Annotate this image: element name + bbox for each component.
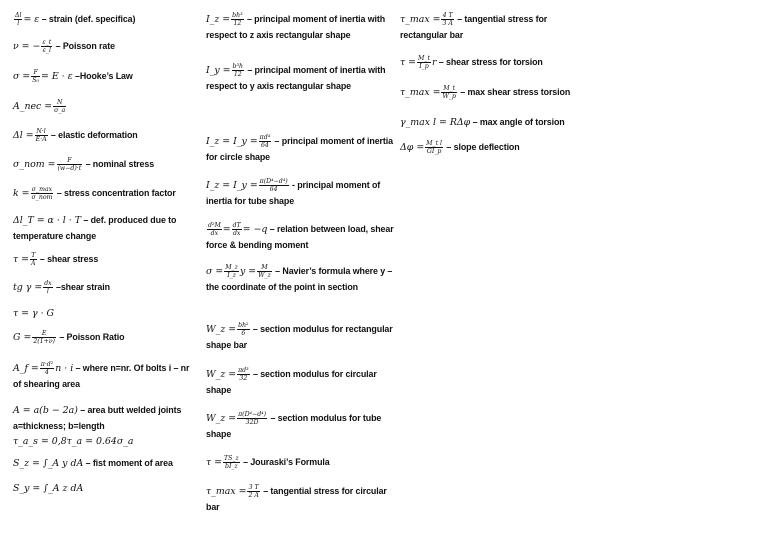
load-shear-moment-relation: $\frac{\text{d²M}}{dx}$ = $\frac{dT}{dx}$ = −q – relation between load, shear force & bending moment (206, 222, 394, 250)
fraction: $\frac{\text{π(D⁴−d⁴)}}{64}$ (259, 178, 288, 193)
fraction: $\frac{\text{b³h}}{12}$ (232, 63, 243, 78)
fraction: $\frac{M\_t}{W\_p}$ (442, 85, 456, 100)
elastic-deformation-formula: Δl = $\frac{N\cdot l}{E\cdot A}$ – elastic deformation (13, 128, 138, 143)
slope-deflection: Δφ = $\frac{\text{M\_t l}}{GI\_p}$ – slope deflection (400, 140, 520, 155)
fraction: $\frac{dT}{dx}$ (232, 222, 241, 237)
hookes-law-formula: σ = $\frac{F}{\text{S₀}}$ = E · ε –Hooke’s Law (13, 69, 133, 84)
naviers-formula: σ = $\frac{M\_z}{I\_z}$ y = $\frac{M}{W\_z}$ – Navier’s formula where y – the coordinate of the point in section (206, 264, 393, 292)
fraction: $\frac{\text{bh²}}{6}$ (238, 322, 249, 337)
nominal-stress-formula: σ_nom = $\frac{F}{(w-d)\cdot t}$ – nominal stress (13, 157, 155, 172)
fraction: $\frac{\varepsilon\_t}{\varepsilon\_l}$ (42, 39, 52, 54)
fraction: $\frac{3 T}{2 A}$ (248, 484, 259, 499)
shear-stress-formula: τ = $\frac{T}{A}$ – shear stress (13, 252, 99, 267)
fraction: $\frac{\text{d²M}}{dx}$ (208, 222, 221, 237)
moment-inertia-z-rect: I_z = $\frac{\text{bh³}}{12}$ – principal moment of inertia with respect to z axis rectangular shape (206, 12, 386, 40)
torsion-shear-stress: τ = $\frac{M\_t}{I\_p}$ r – shear stress for torsion (400, 55, 543, 70)
section-modulus-tube: W_z = $\frac{\text{π(D⁴−d⁴)}}{32D}$ – section modulus for tube shape (206, 411, 382, 439)
tangential-stress-rectangular: τ_max = $\frac{4 T}{3 A}$ – tangential stress for rectangular bar (400, 12, 548, 40)
shear-modulus-relation: τ = γ · G (13, 308, 55, 319)
stress-concentration-formula: k = $\frac{\sigma\_\max}{\text{σ\_nom}}$ – stress concentration factor (13, 186, 176, 201)
strain-formula: $\frac{\Delta l}{l}$ = ε – strain (def. specifica) (15, 12, 136, 27)
poisson-ratio-formula: G = $\frac{E}{2(1+\nu)}$ – Poisson Ratio (13, 330, 125, 345)
fraction: $\frac{T}{A}$ (31, 252, 36, 267)
fraction: $\frac{F}{(w-d)\cdot t}$ (57, 157, 82, 172)
fraction: $\frac{4 T}{3 A}$ (442, 12, 453, 27)
moment-inertia-tube: I_z = I_y = $\frac{\text{π(D⁴−d⁴)}}{64}$ - principal moment of inertia for tube shape (206, 178, 381, 206)
thermal-deformation-formula: Δl_T = α · l · T – def. produced due to temperature change (13, 215, 177, 241)
moment-inertia-y-rect: I_y = $\frac{\text{b³h}}{12}$ – principal moment of inertia with respect to y axis rectangular shape (206, 63, 386, 91)
butt-weld-area-formula: A = a(b − 2a) – area butt welded joints a=thickness; b=length τ_a_s = 0,8τ_a = 0.64σ_a (13, 405, 182, 447)
fraction: $\frac{M\_z}{I\_z}$ (225, 264, 238, 279)
fraction: $\frac{\sigma\_\max}{\text{σ\_nom}}$ (31, 186, 53, 201)
fraction: $\frac{E}{2(1+\nu)}$ (33, 330, 55, 345)
fraction: $\frac{F}{\text{S₀}}$ (32, 69, 39, 84)
fraction: $\frac{N\cdot l}{E\cdot A}$ (35, 128, 47, 143)
tangential-stress-circular: τ_max = $\frac{3 T}{2 A}$ – tangential stress for circular bar (206, 484, 387, 512)
fraction: $\frac{TS\_z}{bI\_z}$ (224, 455, 239, 470)
shear-strain-formula: tg γ = $\frac{dx}{l}$ –shear strain (13, 280, 110, 295)
fraction: $\frac{\Delta l}{l}$ (15, 12, 22, 27)
first-moment-y-formula: S_y = ∫_A z dA (13, 483, 84, 494)
fraction: $\frac{M}{W\_z}$ (258, 264, 271, 279)
section-modulus-rect: W_z = $\frac{\text{bh²}}{6}$ – section modulus for rectangular shape bar (206, 322, 393, 350)
fraction: $\frac{\text{M\_t l}}{GI\_p}$ (426, 140, 443, 155)
max-torsion-shear-stress: τ_max = $\frac{M\_t}{W\_p}$ – max shear stress torsion (400, 85, 571, 100)
first-moment-z-formula: S_z = ∫_A y dA – fist moment of area (13, 458, 173, 469)
bolt-area-formula: A_f = $\frac{\text{π·d²}}{4}$ n · i – where n=nr. Of bolts i – nr of shearing area (13, 361, 190, 389)
jouraski-formula: τ = $\frac{TS\_z}{bI\_z}$ – Jouraski’s Formula (206, 455, 330, 470)
fraction: $\frac{\text{πd³}}{32}$ (238, 367, 249, 382)
section-modulus-circle: W_z = $\frac{\text{πd³}}{32}$ – section modulus for circular shape (206, 367, 377, 395)
fraction: $\frac{\text{bh³}}{12}$ (232, 12, 243, 27)
fraction: $\frac{dx}{l}$ (44, 280, 52, 295)
max-torsion-angle: γ_max l = RΔφ – max angle of torsion (400, 117, 565, 128)
fraction: $\frac{\text{π·d²}}{4}$ (40, 361, 54, 376)
poisson-rate-formula: ν = − $\frac{\varepsilon\_t}{\varepsilon\_l}$ – Poisson rate (13, 39, 115, 54)
fraction: $\frac{\text{πd⁴}}{64}$ (259, 134, 271, 149)
fraction: $\frac{N}{\sigma\_a}$ (54, 99, 66, 114)
necessary-area-formula: A_nec = $\frac{N}{\sigma\_a}$ (13, 99, 66, 114)
fraction: $\frac{\text{π(D⁴−d⁴)}}{32D}$ (238, 411, 267, 426)
moment-inertia-circle: I_z = I_y = $\frac{\text{πd⁴}}{64}$ – principal moment of inertia for circle shape (206, 134, 393, 162)
fraction: $\frac{M\_t}{I\_p}$ (418, 55, 430, 70)
